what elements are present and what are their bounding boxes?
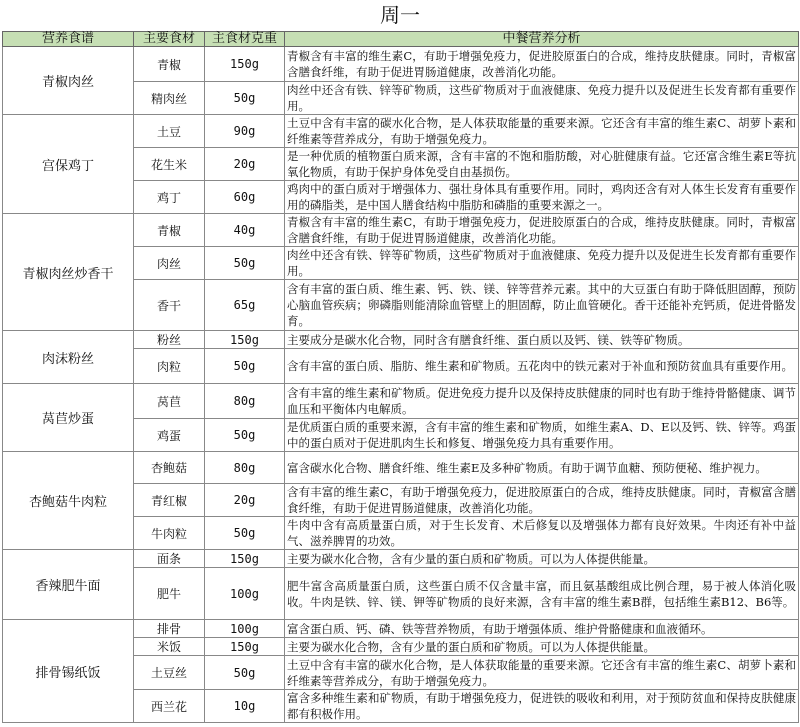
table-body: [3, 47, 799, 723]
recipe-name: 青椒肉丝: [3, 47, 134, 115]
weight-cell: 40g: [205, 214, 285, 247]
ingredient-cell: 花生米: [134, 148, 205, 181]
weight-cell: 150g: [205, 638, 285, 656]
analysis-cell: 青椒含有丰富的维生素C，有助于增强免疫力，促进胶原蛋白的合成，维持皮肤健康。同时，青椒富含膳食纤维，有助于促进胃肠道健康，改善消化功能。: [285, 47, 799, 82]
analysis-cell: 含有丰富的维生素C，有助于增强免疫力，促进胶原蛋白的合成，维持皮肤健康。同时，青椒富含膳食纤维，有助于促进胃肠道健康，改善消化功能。: [285, 484, 799, 517]
analysis-cell: 含有丰富的维生素和矿物质。促进免疫力提升以及保持皮肤健康的同时也有助于维持骨骼健康、调节血压和平衡体内电解质。: [285, 384, 799, 419]
weight-cell: 100g: [205, 620, 285, 638]
header-ingredient: 主要食材: [134, 32, 205, 47]
analysis-cell: 牛肉中含有高质量蛋白质，对于生长发育、术后修复以及增强体力都有良好效果。牛肉还有补中益气、滋养脾胃的功效。: [285, 517, 799, 550]
header-row: [3, 32, 799, 47]
table-row: [3, 452, 799, 484]
weight-cell: 90g: [205, 115, 285, 148]
weight-cell: 65g: [205, 280, 285, 331]
weight-cell: 50g: [205, 247, 285, 280]
table-row: [3, 214, 799, 247]
table-row: [3, 47, 799, 82]
weight-cell: 60g: [205, 181, 285, 214]
weight-cell: 50g: [205, 517, 285, 550]
analysis-cell: 含有丰富的蛋白质、脂肪、维生素和矿物质。五花肉中的铁元素对于补血和预防贫血具有重要作用。: [285, 349, 799, 384]
weight-cell: 100g: [205, 568, 285, 620]
analysis-cell: 主要为碳水化合物，含有少量的蛋白质和矿物质。可以为人体提供能量。: [285, 550, 799, 568]
analysis-cell: 是一种优质的植物蛋白质来源，含有丰富的不饱和脂肪酸，对心脏健康有益。它还富含维生素E等抗氧化物质，有助于保护身体免受自由基损伤。: [285, 148, 799, 181]
ingredient-cell: 香干: [134, 280, 205, 331]
recipe-name: 青椒肉丝炒香干: [3, 214, 134, 331]
recipe-name: 香辣肥牛面: [3, 550, 134, 620]
analysis-cell: 鸡肉中的蛋白质对于增强体力、强壮身体具有重要作用。同时，鸡肉还含有对人体生长发育有重要作用的磷脂类，是中国人膳食结构中脂肪和磷脂的重要来源之一。: [285, 181, 799, 214]
table-row: [3, 620, 799, 638]
analysis-cell: 肥牛富含高质量蛋白质，这些蛋白质不仅含量丰富，而且氨基酸组成比例合理，易于被人体消化吸收。牛肉是铁、锌、镁、钾等矿物质的良好来源，含有丰富的维生素B群，包括维生素B12、B6等。: [285, 568, 799, 620]
weight-cell: 20g: [205, 484, 285, 517]
weight-cell: 50g: [205, 349, 285, 384]
ingredient-cell: 莴苣: [134, 384, 205, 419]
weight-cell: 80g: [205, 384, 285, 419]
weight-cell: 50g: [205, 82, 285, 115]
page-title: 周一: [380, 3, 420, 27]
ingredient-cell: 西兰花: [134, 690, 205, 723]
weight-cell: 80g: [205, 452, 285, 484]
ingredient-cell: 肥牛: [134, 568, 205, 620]
nutrition-table: [2, 31, 799, 723]
ingredient-cell: 杏鲍菇: [134, 452, 205, 484]
ingredient-cell: 青椒: [134, 47, 205, 82]
weight-cell: 150g: [205, 550, 285, 568]
analysis-cell: 肉丝中还含有铁、锌等矿物质，这些矿物质对于血液健康、免疫力提升以及促进生长发育都有重要作用。: [285, 82, 799, 115]
recipe-name: 杏鲍菇牛肉粒: [3, 452, 134, 550]
header-recipe: 营养食谱: [3, 32, 134, 47]
ingredient-cell: 精肉丝: [134, 82, 205, 115]
table-row: [3, 550, 799, 568]
recipe-name: 排骨锡纸饭: [3, 620, 134, 723]
ingredient-cell: 肉粒: [134, 349, 205, 384]
recipe-name: 莴苣炒蛋: [3, 384, 134, 452]
ingredient-cell: 牛肉粒: [134, 517, 205, 550]
weight-cell: 20g: [205, 148, 285, 181]
ingredient-cell: 粉丝: [134, 331, 205, 349]
analysis-cell: 是优质蛋白质的重要来源，含有丰富的维生素和矿物质，如维生素A、D、E以及钙、铁、锌等。鸡蛋中的蛋白质对于促进肌肉生长和修复、增强免疫力具有重要作用。: [285, 419, 799, 452]
ingredient-cell: 青红椒: [134, 484, 205, 517]
header-analysis: 中餐营养分析: [285, 32, 799, 47]
ingredient-cell: 青椒: [134, 214, 205, 247]
recipe-name: 宫保鸡丁: [3, 115, 134, 214]
analysis-cell: 主要成分是碳水化合物，同时含有膳食纤维、蛋白质以及钙、镁、铁等矿物质。: [285, 331, 799, 349]
weight-cell: 50g: [205, 419, 285, 452]
ingredient-cell: 鸡蛋: [134, 419, 205, 452]
analysis-cell: 土豆中含有丰富的碳水化合物，是人体获取能量的重要来源。它还含有丰富的维生素C、胡萝卜素和纤维素等营养成分，有助于增强免疫力。: [285, 115, 799, 148]
header-weight: 主食材克重: [205, 32, 285, 47]
table-row: [3, 331, 799, 349]
analysis-cell: 富含多种维生素和矿物质，有助于增强免疫力，促进铁的吸收和利用，对于预防贫血和保持皮肤健康都有积极作用。: [285, 690, 799, 723]
weight-cell: 150g: [205, 47, 285, 82]
analysis-cell: 主要为碳水化合物，含有少量的蛋白质和矿物质。可以为人体提供能量。: [285, 638, 799, 656]
recipe-name: 肉沫粉丝: [3, 331, 134, 384]
ingredient-cell: 米饭: [134, 638, 205, 656]
ingredient-cell: 土豆: [134, 115, 205, 148]
ingredient-cell: 肉丝: [134, 247, 205, 280]
ingredient-cell: 鸡丁: [134, 181, 205, 214]
weight-cell: 50g: [205, 656, 285, 690]
ingredient-cell: 排骨: [134, 620, 205, 638]
ingredient-cell: 土豆丝: [134, 656, 205, 690]
weight-cell: 150g: [205, 331, 285, 349]
analysis-cell: 富含蛋白质、钙、磷、铁等营养物质，有助于增强体质、维护骨骼健康和血液循环。: [285, 620, 799, 638]
weight-cell: 10g: [205, 690, 285, 723]
table-row: [3, 115, 799, 148]
analysis-cell: 土豆中含有丰富的碳水化合物，是人体获取能量的重要来源。它还含有丰富的维生素C、胡萝卜素和纤维素等营养成分，有助于增强免疫力。: [285, 656, 799, 690]
table-row: [3, 384, 799, 419]
analysis-cell: 肉丝中还含有铁、锌等矿物质，这些矿物质对于血液健康、免疫力提升以及促进生长发育都有重要作用。: [285, 247, 799, 280]
analysis-cell: 青椒含有丰富的维生素C，有助于增强免疫力，促进胶原蛋白的合成，维持皮肤健康。同时，青椒富含膳食纤维，有助于促进胃肠道健康，改善消化功能。: [285, 214, 799, 247]
analysis-cell: 含有丰富的蛋白质、维生素、钙、铁、镁、锌等营养元素。其中的大豆蛋白有助于降低胆固醇，预防心脑血管疾病；卵磷脂则能清除血管壁上的胆固醇，防止血管硬化。香干还能补充钙质，促进骨骼发育。: [285, 280, 799, 331]
analysis-cell: 富含碳水化合物、膳食纤维、维生素E及多种矿物质。有助于调节血糖、预防便秘、维护视力。: [285, 452, 799, 484]
ingredient-cell: 面条: [134, 550, 205, 568]
